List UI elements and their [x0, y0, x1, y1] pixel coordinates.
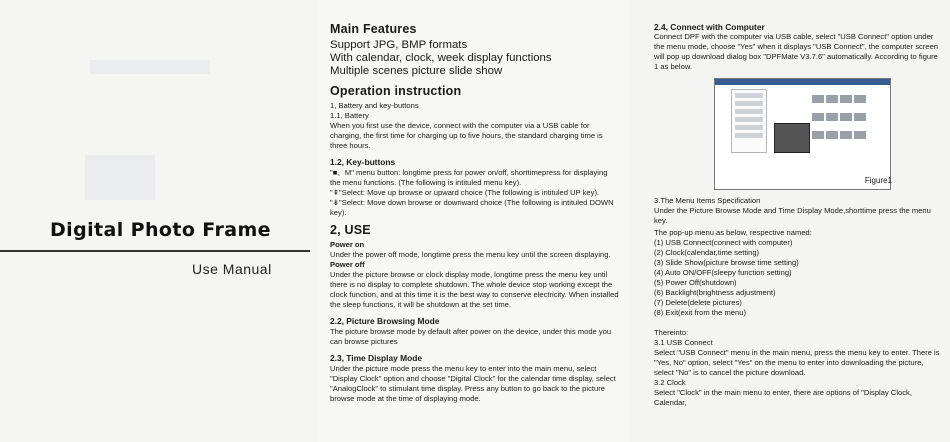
- main-features-heading: Main Features: [330, 22, 417, 36]
- cover-panel: [0, 0, 318, 442]
- power-off-text: Under the picture browse or clock display mode, longtime press the menu key until there is no display to complete shutdown. The whole device stop working except the clock function, and at this time it is the best way to conserve electricity. When installed the sleep functions, it will be shutdown at the set time.: [330, 270, 619, 309]
- menu-item: (2) Clock(calendar,time setting): [654, 248, 760, 257]
- key-line: "⇟"Select: Move down browse or downward choice (The following is intituled DOWN key).: [330, 198, 614, 217]
- feature-line: Support JPG, BMP formats: [330, 39, 468, 51]
- usb-connect-title: 3.1 USB Connect: [654, 338, 713, 347]
- picture-mode-text: The picture browse mode by default after power on the device, under this mode you can browse pictures: [330, 327, 612, 346]
- menu-item: (4) Auto ON/OFF(sleepy function setting): [654, 268, 792, 277]
- power-off-title: Power off: [330, 260, 365, 269]
- operation-heading: Operation instruction: [330, 84, 462, 98]
- middle-panel: [318, 0, 630, 442]
- clock-title: 3.2 Clock: [654, 378, 686, 387]
- key-line: "■、M" menu button: longtime press for power on/off, shorttimepress for displaying the menu functions. (The following is intituled menu key).: [330, 168, 608, 187]
- menu-item: (5) Power Off(shutdown): [654, 278, 737, 287]
- clock-text: Select "Clock" in the main menu to enter, there are options of "Display Clock, Calendar,: [654, 388, 912, 407]
- keys-title: 1.2, Key-buttons: [330, 157, 396, 167]
- menu-spec-heading: 3.The Menu Items Specification: [654, 196, 761, 205]
- figure-thumbnails: [811, 91, 873, 136]
- figure-photo-preview: [774, 123, 810, 153]
- connect-heading: 2.4, Connect with Computer: [654, 22, 765, 32]
- popup-title: The pop-up menu as below, respective named:: [654, 228, 812, 237]
- show-through-text: [90, 60, 210, 74]
- right-panel: [630, 0, 950, 442]
- figure-window-titlebar: [715, 79, 890, 85]
- power-on-title: Power on: [330, 240, 365, 249]
- show-through-block: [85, 155, 155, 200]
- menu-item: (6) Backlight(brightness adjustment): [654, 288, 776, 297]
- cover-divider: [0, 250, 310, 252]
- connect-text: Connect DPF with the computer via USB cable, select "USB Connect" option under the menu mode, choose "Yes" when it displays "USB Connect", the computer screen will pop up download dialog box "DPFMate V3.7.6" automatically. According to figure 1 as below.: [654, 32, 939, 71]
- cover-title: Digital Photo Frame: [50, 219, 271, 241]
- figure-software-screenshot: [714, 78, 891, 190]
- picture-mode-title: 2.2, Picture Browsing Mode: [330, 316, 440, 326]
- figure-file-list: [731, 89, 767, 153]
- menu-item: (3) Slide Show(picture browse time setting): [654, 258, 799, 267]
- time-mode-title: 2.3, Time Display Mode: [330, 353, 423, 363]
- operation-intro: 1, Battery and key-buttons: [330, 101, 419, 110]
- feature-line: Multiple scenes picture slide show: [330, 65, 503, 77]
- menu-spec-text: Under the Picture Browse Mode and Time Display Mode,shorttime press the menu key.: [654, 206, 931, 225]
- cover-subtitle: Use Manual: [192, 261, 272, 277]
- feature-line: With calendar, clock, week display functions: [330, 52, 552, 64]
- menu-item: (7) Delete(delete pictures): [654, 298, 742, 307]
- menu-item: (8) Exit(exit from the menu): [654, 308, 746, 317]
- key-line: "⇞"Select: Move up browse or upward choice (The following is intituled UP key).: [330, 188, 600, 197]
- menu-item: (1) USB Connect(connect with computer): [654, 238, 793, 247]
- use-heading: 2, USE: [330, 223, 371, 237]
- battery-text: When you first use the device, connect with the computer via a USB cable for charging, the first time for charging up to five hours, the standard charging time is three hours.: [330, 121, 603, 150]
- power-on-text: Under the power off mode, longtime press the menu key until the screen displaying.: [330, 250, 611, 259]
- figure-caption: Figure1: [864, 176, 892, 185]
- usb-connect-text: Select "USB Connect" menu in the main menu, press the menu key to enter. There is "Yes, No" option, select "Yes" on the menu to enter into downloading the picture, select "No" is to cancel the picture download.: [654, 348, 940, 377]
- time-mode-text: Under the picture mode press the menu key to enter into the main menu, select "Display Clock" option and choose "Digital Clock" for the calendar time display, select "AnalogClock" to stimulant time display. Press any button to go back to the picture browse mode at the time of displaying mode.: [330, 364, 616, 403]
- thereinto-heading: Thereinto:: [654, 328, 689, 337]
- battery-title: 1.1, Battery: [330, 111, 369, 120]
